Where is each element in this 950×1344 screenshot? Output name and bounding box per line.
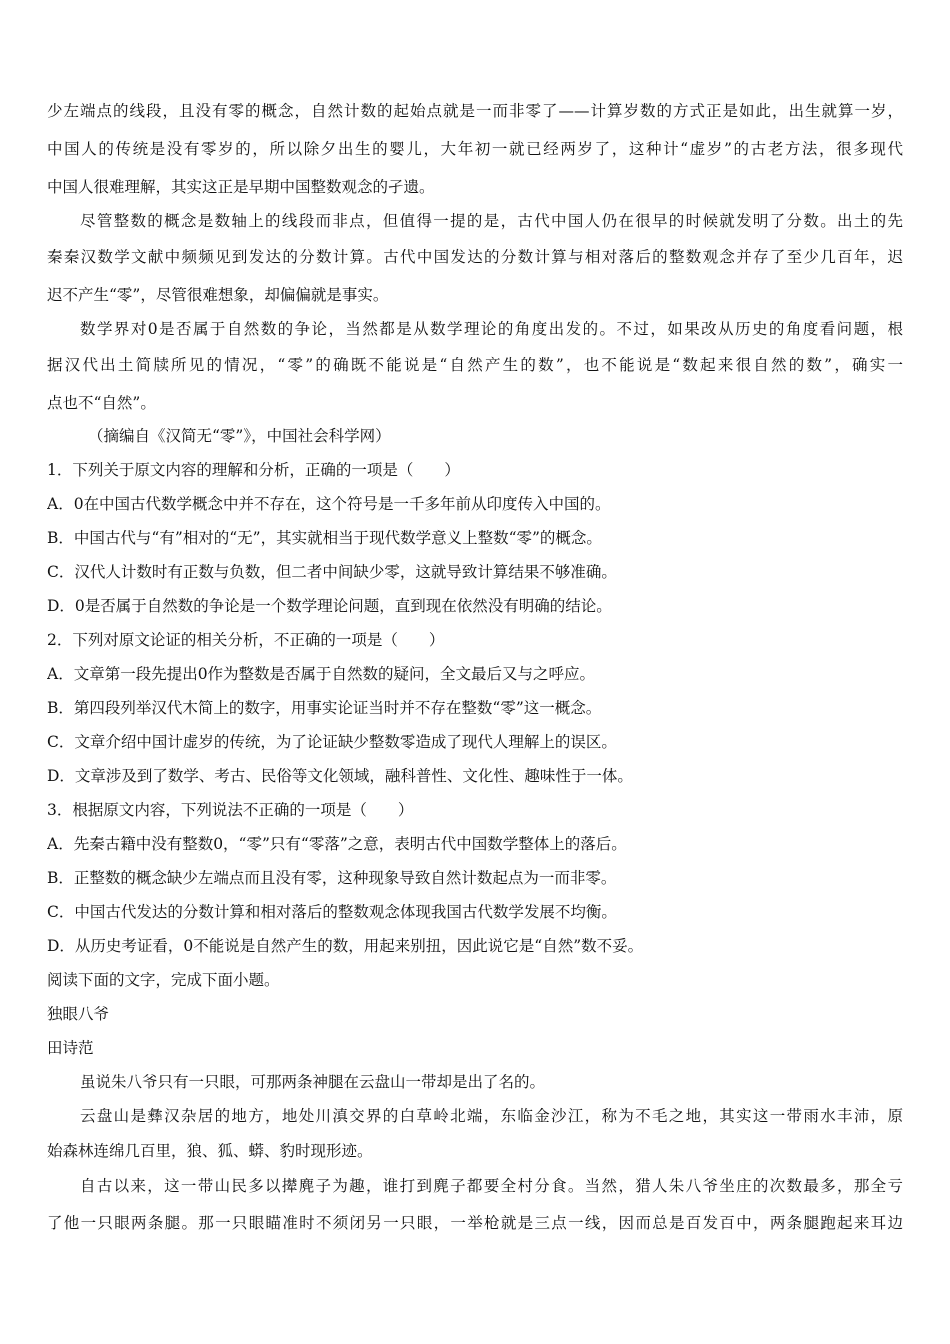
question-option: A．文章第一段先提出0作为整数是否属于自然数的疑问，全文最后又与之呼应。: [47, 665, 596, 683]
question-stem: 2．下列对原文论证的相关分析，不正确的一项是（ ）: [47, 631, 445, 649]
source-citation: （摘编自《汉简无“零”》，中国社会科学网）: [88, 427, 391, 445]
question-option: C．中国古代发达的分数计算和相对落后的整数观念体现我国古代数学发展不均衡。: [47, 903, 617, 921]
story-author: 田诗范: [47, 1039, 94, 1057]
story-line: 始森林连绵几百里，狼、狐、蟒、豹时现形迹。: [47, 1142, 373, 1160]
passage-line: 迟不产生“零”，尽管很难想象，却偏偏就是事实。: [47, 286, 389, 304]
passage-line: 尽管整数的概念是数轴上的线段而非点，但值得一提的是，古代中国人仍在很早的时候就发明了分数。出土的先: [80, 212, 903, 230]
question-option: D．文章涉及到了数学、考古、民俗等文化领域，融科普性、文化性、趣味性于一体。: [47, 767, 633, 785]
passage-line: 少左端点的线段，且没有零的概念，自然计数的起始点就是一而非零了——计算岁数的方式正是如此，出生就算一岁，: [47, 102, 903, 120]
passage-line: 数学界对0是否属于自然数的争论，当然都是从数学理论的角度出发的。不过，如果改从历史的角度看问题，根: [80, 320, 903, 338]
passage-line: 秦秦汉数学文献中频频见到发达的分数计算。古代中国发达的分数计算与相对落后的整数观念并存了至少几百年，迟: [47, 248, 903, 266]
passage-line: 中国人很难理解，其实这正是早期中国整数观念的孑遗。: [47, 178, 435, 196]
question-option: C．文章介绍中国计虚岁的传统，为了论证缺少整数零造成了现代人理解上的误区。: [47, 733, 617, 751]
question-stem: 1．下列关于原文内容的理解和分析，正确的一项是（ ）: [47, 461, 460, 479]
question-option: A．0在中国古代数学概念中并不存在，这个符号是一千多年前从印度传入中国的。: [47, 495, 611, 513]
passage-line: 点也不“自然”。: [47, 394, 156, 412]
question-option: D．0是否属于自然数的争论是一个数学理论问题，直到现在依然没有明确的结论。: [47, 597, 612, 615]
question-option: A．先秦古籍中没有整数0，“零”只有“零落”之意，表明古代中国数学整体上的落后。: [47, 835, 627, 853]
story-line: 自古以来，这一带山民多以撵麂子为趣，谁打到麂子都要全村分食。当然，猎人朱八爷坐庄的次数最多，那全亏: [80, 1177, 903, 1195]
question-option: B．正整数的概念缺少左端点而且没有零，这种现象导致自然计数起点为一而非零。: [47, 869, 617, 887]
story-line: 虽说朱八爷只有一只眼，可那两条神腿在云盘山一带却是出了名的。: [80, 1073, 546, 1091]
story-title: 独眼八爷: [47, 1005, 110, 1023]
story-line: 云盘山是彝汉杂居的地方，地处川滇交界的白草岭北端，东临金沙江，称为不毛之地，其实这一带雨水丰沛，原: [80, 1107, 903, 1125]
passage-line: 据汉代出土简牍所见的情况，“零”的确既不能说是“自然产生的数”，也不能说是“数起来很自然的数”，确实一: [47, 356, 903, 374]
question-option: C．汉代人计数时有正数与负数，但二者中间缺少零，这就导致计算结果不够准确。: [47, 563, 617, 581]
question-option: D．从历史考证看，0不能说是自然产生的数，用起来别扭，因此说它是“自然”数不妥。: [47, 937, 644, 955]
passage-line: 中国人的传统是没有零岁的，所以除夕出生的婴儿，大年初一就已经两岁了，这种计“虚岁”的古老方法，很多现代: [47, 140, 903, 158]
question-option: B．第四段列举汉代木简上的数字，用事实论证当时并不存在整数“零”这一概念。: [47, 699, 602, 717]
question-stem: 3．根据原文内容，下列说法不正确的一项是（ ）: [47, 801, 414, 819]
question-option: B．中国古代与“有”相对的“无”，其实就相当于现代数学意义上整数“零”的概念。: [47, 529, 602, 547]
story-line: 了他一只眼两条腿。那一只眼瞄准时不须闭另一只眼，一举枪就是三点一线，因而总是百发百中，两条腿跑起来耳边: [47, 1214, 903, 1232]
reading-instruction: 阅读下面的文字，完成下面小题。: [47, 971, 280, 989]
